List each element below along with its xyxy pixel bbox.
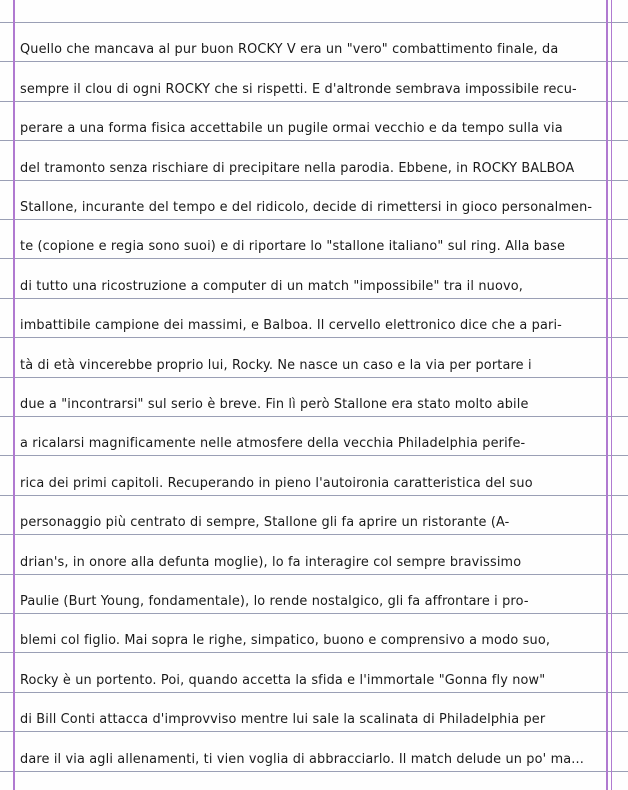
- text-line: imbattibile campione dei massimi, e Balboa. Il cervello elettronico dice che a pari-: [20, 318, 562, 334]
- ruled-line: [0, 180, 628, 181]
- text-line: di Bill Conti attacca d'improvviso mentre lui sale la scalinata di Philadelphia per: [20, 712, 546, 728]
- text-line: tà di età vincerebbe proprio lui, Rocky. Ne nasce un caso e la via per portare i: [20, 357, 532, 373]
- text-line: Paulie (Burt Young, fondamentale), lo rende nostalgico, gli fa affrontare i pro-: [20, 594, 529, 609]
- text-line: a ricalarsi magnificamente nelle atmosfere della vecchia Philadelphia perife-: [20, 436, 526, 452]
- right-margin-line-2: [611, 0, 612, 790]
- ruled-line: [0, 613, 628, 614]
- ruled-line: [0, 377, 628, 378]
- text-line: dare il via agli allenamenti, ti vien voglia di abbracciarlo. Il match delude un po' ma...: [20, 751, 585, 767]
- text-line: del tramonto senza rischiare di precipitare nella parodia. Ebbene, in ROCKY BALBOA: [20, 160, 575, 176]
- ruled-line: [0, 534, 628, 535]
- text-line: due a "incontrarsi" sul serio è breve. Fin lì però Stallone era stato molto abile: [20, 397, 529, 412]
- ruled-line: [0, 495, 628, 496]
- ruled-line: [0, 652, 628, 653]
- text-line: perare a una forma fisica accettabile un pugile ormai vecchio e da tempo sulla via: [20, 121, 563, 137]
- ruled-line: [0, 574, 628, 575]
- left-margin-line: [13, 0, 15, 790]
- text-line: personaggio più centrato di sempre, Stallone gli fa aprire un ristorante (A-: [20, 515, 510, 531]
- ruled-line: [0, 416, 628, 417]
- ruled-line: [0, 692, 628, 693]
- ruled-line: [0, 101, 628, 102]
- ruled-line: [0, 219, 628, 220]
- text-line: blemi col figlio. Mai sopra le righe, simpatico, buono e comprensivo a modo suo,: [20, 633, 551, 649]
- text-line: sempre il clou di ogni ROCKY che si rispetti. E d'altronde sembrava impossibile recu-: [20, 81, 577, 97]
- ruled-line: [0, 298, 628, 299]
- text-line: Rocky è un portento. Poi, quando accetta la sfida e l'immortale "Gonna fly now": [20, 672, 546, 688]
- text-line: rica dei primi capitoli. Recuperando in pieno l'autoironia caratteristica del suo: [20, 475, 533, 491]
- ruled-line: [0, 337, 628, 338]
- ruled-line: [0, 731, 628, 732]
- ruled-line: [0, 22, 628, 23]
- text-line: Quello che mancava al pur buon ROCKY V era un "vero" combattimento finale, da: [20, 42, 559, 58]
- ruled-line: [0, 140, 628, 141]
- text-line: te (copione e regia sono suoi) e di riportare lo "stallone italiano" sul ring. Alla base: [20, 239, 566, 255]
- ruled-line: [0, 455, 628, 456]
- ruled-line: [0, 61, 628, 62]
- text-line: di tutto una ricostruzione a computer di un match "impossibile" tra il nuovo,: [20, 278, 524, 294]
- right-margin-line: [606, 0, 608, 790]
- ruled-line: [0, 771, 628, 772]
- ruled-line: [0, 258, 628, 259]
- text-line: drian's, in onore alla defunta moglie), lo fa interagire col sempre bravissimo: [20, 554, 522, 570]
- text-line: Stallone, incurante del tempo e del ridicolo, decide di rimettersi in gioco personalmen-: [20, 200, 593, 215]
